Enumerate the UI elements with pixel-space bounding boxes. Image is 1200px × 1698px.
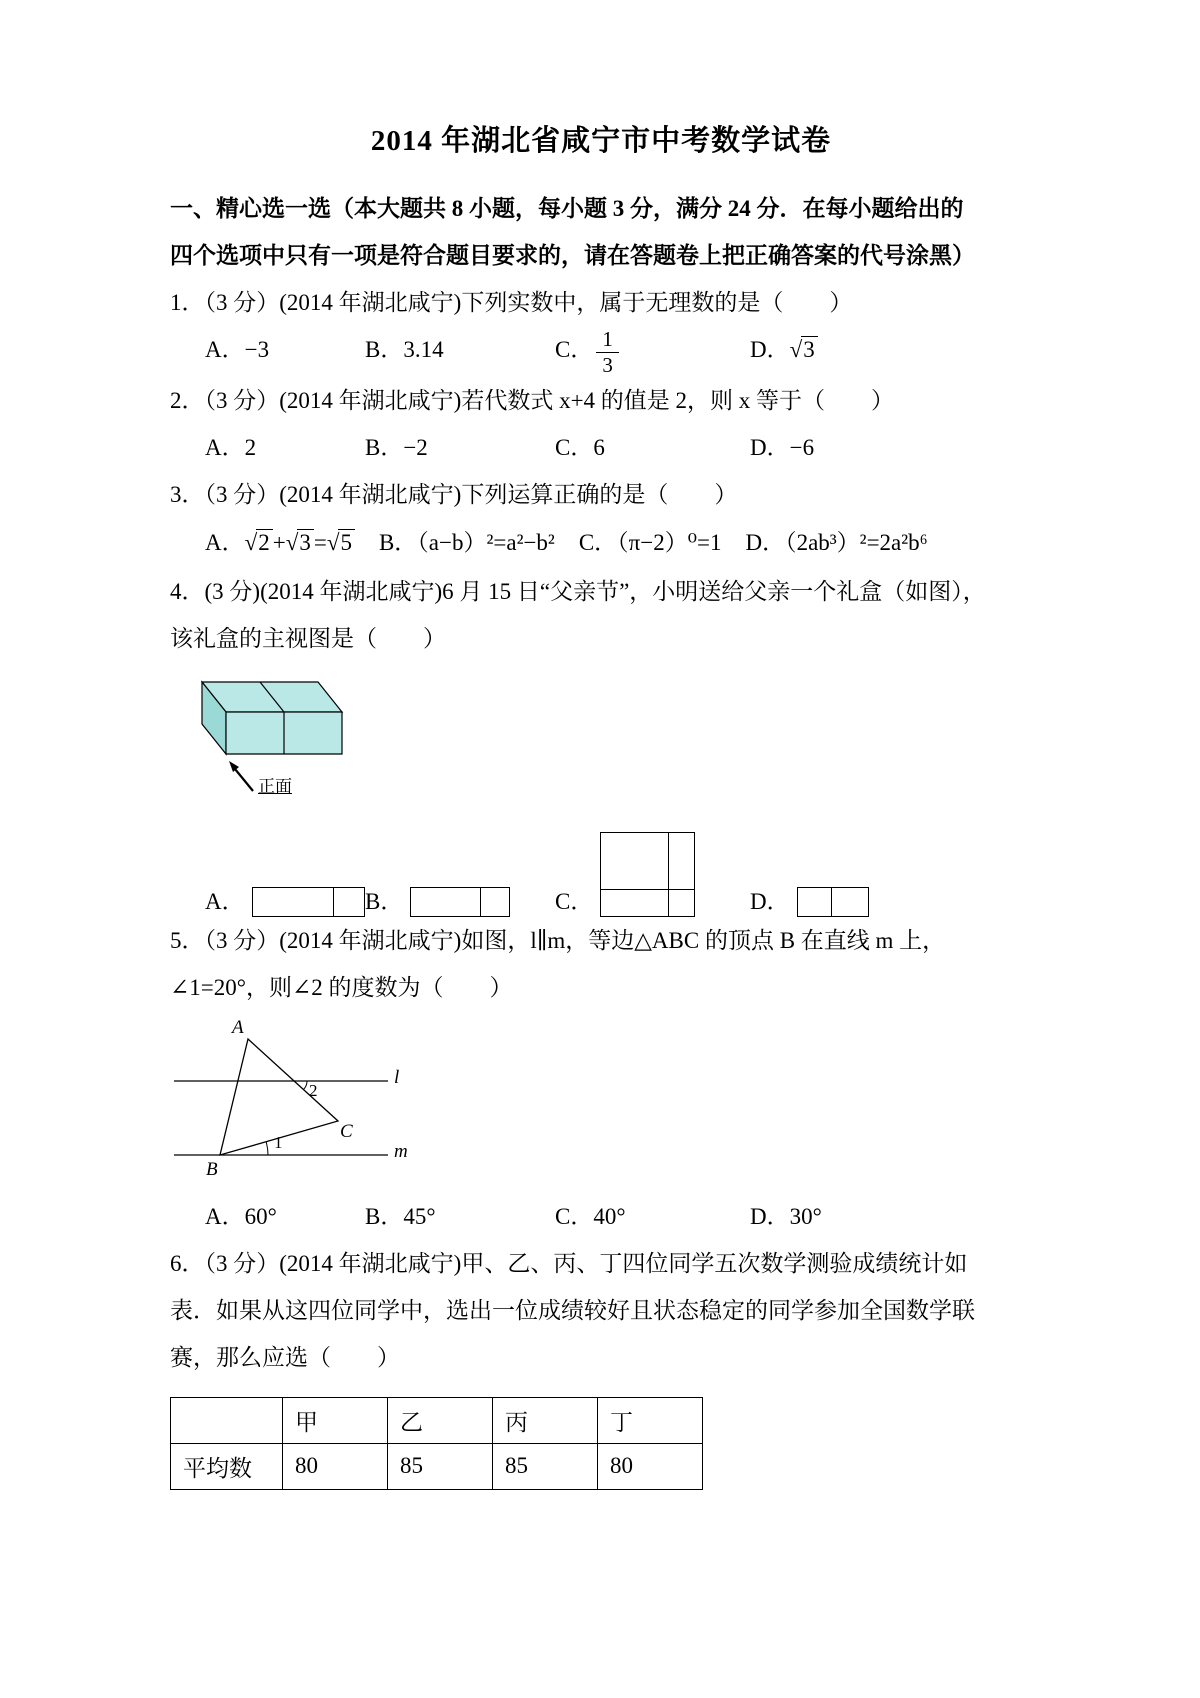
q4-option-c-label: C．: [555, 888, 594, 914]
question-6-stem-line2: 表．如果从这四位同学中，选出一位成绩较好且状态稳定的同学参加全国数学联: [170, 1297, 975, 1323]
q4-option-b-figure: [410, 887, 510, 917]
question-2-options: [170, 424, 1032, 471]
header-cell-student4: 丁: [598, 1397, 703, 1443]
q5-option-c: C．40°: [555, 1203, 626, 1229]
front-side-label: 正面: [258, 776, 292, 796]
header-cell-student1: 甲: [283, 1397, 388, 1443]
question-5-stem-line1: 5．（3 分）(2014 年湖北咸宁)如图，l∥m，等边△ABC 的顶点 B 在直线 m 上，: [170, 927, 946, 953]
q4-option-a-figure: [252, 887, 365, 917]
question-5: [170, 917, 1032, 1240]
triangle-figure: [170, 1016, 440, 1193]
radicand: 3: [801, 336, 818, 362]
q3-option-c: C．（π−2）⁰=1: [578, 529, 722, 555]
fraction-numerator: 1: [596, 327, 619, 353]
divider-line: [831, 888, 832, 916]
fraction-denominator: 3: [602, 352, 613, 377]
table-header-row: [171, 1397, 703, 1443]
value-cell: 80: [283, 1443, 388, 1489]
q1-option-b: B．3.14: [365, 337, 444, 362]
q4-option-d-label: D．: [750, 888, 790, 914]
value-cell: 80: [598, 1443, 703, 1489]
divider-line: [333, 888, 334, 916]
page-title: 2014 年湖北省咸宁市中考数学试卷: [370, 125, 832, 157]
vertex-c-label: C: [340, 1120, 353, 1142]
question-4: [170, 568, 1032, 917]
question-4-stem-line1: 4．(3 分)(2014 年湖北咸宁)6 月 15 日“父亲节”，小明送给父亲一个礼盒（如图），: [170, 578, 986, 604]
vertex-b-label: B: [206, 1158, 218, 1180]
question-2-stem: 2．（3 分）(2014 年湖北咸宁)若代数式 x+4 的值是 2，则 x 等于（ ）: [170, 387, 895, 413]
q4-option-a-label: A．: [205, 888, 245, 914]
q1-option-c: [555, 326, 750, 377]
fraction: [596, 327, 619, 377]
header-cell-blank: [171, 1397, 283, 1443]
line-m-label: m: [394, 1140, 408, 1162]
q2-option-c: C．6: [555, 434, 605, 460]
q5-option-d: D．30°: [750, 1203, 822, 1229]
question-3-options: [170, 518, 1032, 568]
table-row-average: [171, 1443, 703, 1489]
q4-option-d: [750, 887, 1032, 917]
q4-option-d-figure: [797, 887, 869, 917]
question-6-stem-line1: 6．（3 分）(2014 年湖北咸宁)甲、乙、丙、丁四位同学五次数学测验成绩统计如: [170, 1250, 968, 1276]
question-4-options: [170, 832, 1032, 917]
value-cell: 85: [493, 1443, 598, 1489]
question-3: [170, 471, 1032, 568]
question-2: [170, 377, 1032, 471]
value-cell: 85: [388, 1443, 493, 1489]
vertex-a-label: A: [232, 1016, 244, 1038]
angle-2-arc: [304, 1081, 307, 1089]
q5-option-b: B．45°: [365, 1203, 436, 1229]
q1-option-a: A．−3: [205, 337, 270, 362]
q1-option-c-label: C．: [555, 337, 594, 362]
q2-option-a: A．2: [205, 434, 257, 460]
gift-box-drawing: [198, 674, 398, 808]
q4-option-a: [205, 887, 365, 917]
divider-line: [480, 888, 481, 916]
question-1-options: [170, 326, 1032, 377]
q1-option-d-label: D．: [750, 337, 790, 362]
q3-option-a: [205, 518, 355, 568]
radicand: 2: [256, 529, 273, 555]
q5-option-a: A．60°: [205, 1203, 277, 1229]
row-label-cell: 平均数: [171, 1443, 283, 1489]
question-3-stem: 3．（3 分）(2014 年湖北咸宁)下列运算正确的是（ ）: [170, 481, 738, 507]
angle-1-label: 1: [274, 1132, 283, 1152]
angle-2-label: 2: [309, 1080, 318, 1100]
header-cell-student2: 乙: [388, 1397, 493, 1443]
header-cell-student3: 丙: [493, 1397, 598, 1443]
radicand: 5: [338, 529, 355, 555]
square-root: [790, 337, 818, 362]
radical-sign: √: [285, 529, 299, 555]
square-root: [286, 530, 314, 555]
q4-option-b-label: B．: [365, 888, 404, 914]
divider-line: [601, 889, 694, 890]
q2-option-d: D．−6: [750, 434, 815, 460]
radical-sign: √: [789, 337, 803, 362]
q2-option-b: B．−2: [365, 434, 428, 460]
question-5-stem-line2: ∠1=20°，则∠2 的度数为（ ）: [170, 974, 513, 1000]
radicand: 3: [297, 529, 314, 555]
question-6: [170, 1240, 1032, 1490]
score-table: [170, 1397, 703, 1490]
equals-sign: =: [313, 529, 327, 555]
plus-sign: +: [272, 529, 286, 555]
q4-option-b: [365, 887, 555, 917]
square-root: [327, 530, 355, 555]
square-root: [245, 530, 273, 555]
line-l-label: l: [394, 1066, 400, 1088]
question-4-stem-line2: 该礼盒的主视图是（ ）: [170, 625, 446, 651]
arrow-shaft: [235, 769, 253, 791]
q3-option-d: D．（2ab³）²=2a²b⁶: [745, 529, 928, 555]
radical-sign: √: [244, 529, 258, 555]
q3-option-b: B．（a−b）²=a²−b²: [378, 529, 555, 555]
q1-option-d: [750, 326, 1032, 377]
angle-1-arc: [266, 1142, 268, 1155]
q3-option-a-label: A．: [205, 529, 245, 555]
question-6-stem-line3: 赛，那么应选（ ）: [170, 1344, 400, 1370]
gift-box-figure: [198, 674, 398, 808]
question-1: [170, 279, 1032, 377]
section-header-line2: 四个选项中只有一项是符合题目要求的，请在答题卷上把正确答案的代号涂黑）: [170, 243, 975, 268]
section-header-line1: 一、精心选一选（本大题共 8 小题，每小题 3 分，满分 24 分．在每小题给出的: [170, 196, 964, 221]
question-1-stem: 1．（3 分）(2014 年湖北咸宁)下列实数中，属于无理数的是（ ）: [170, 290, 853, 315]
q4-option-c: [555, 832, 750, 917]
radical-sign: √: [326, 529, 340, 555]
question-5-options: [170, 1193, 1032, 1240]
divider-line: [668, 833, 669, 916]
q4-option-c-figure: [600, 832, 695, 917]
